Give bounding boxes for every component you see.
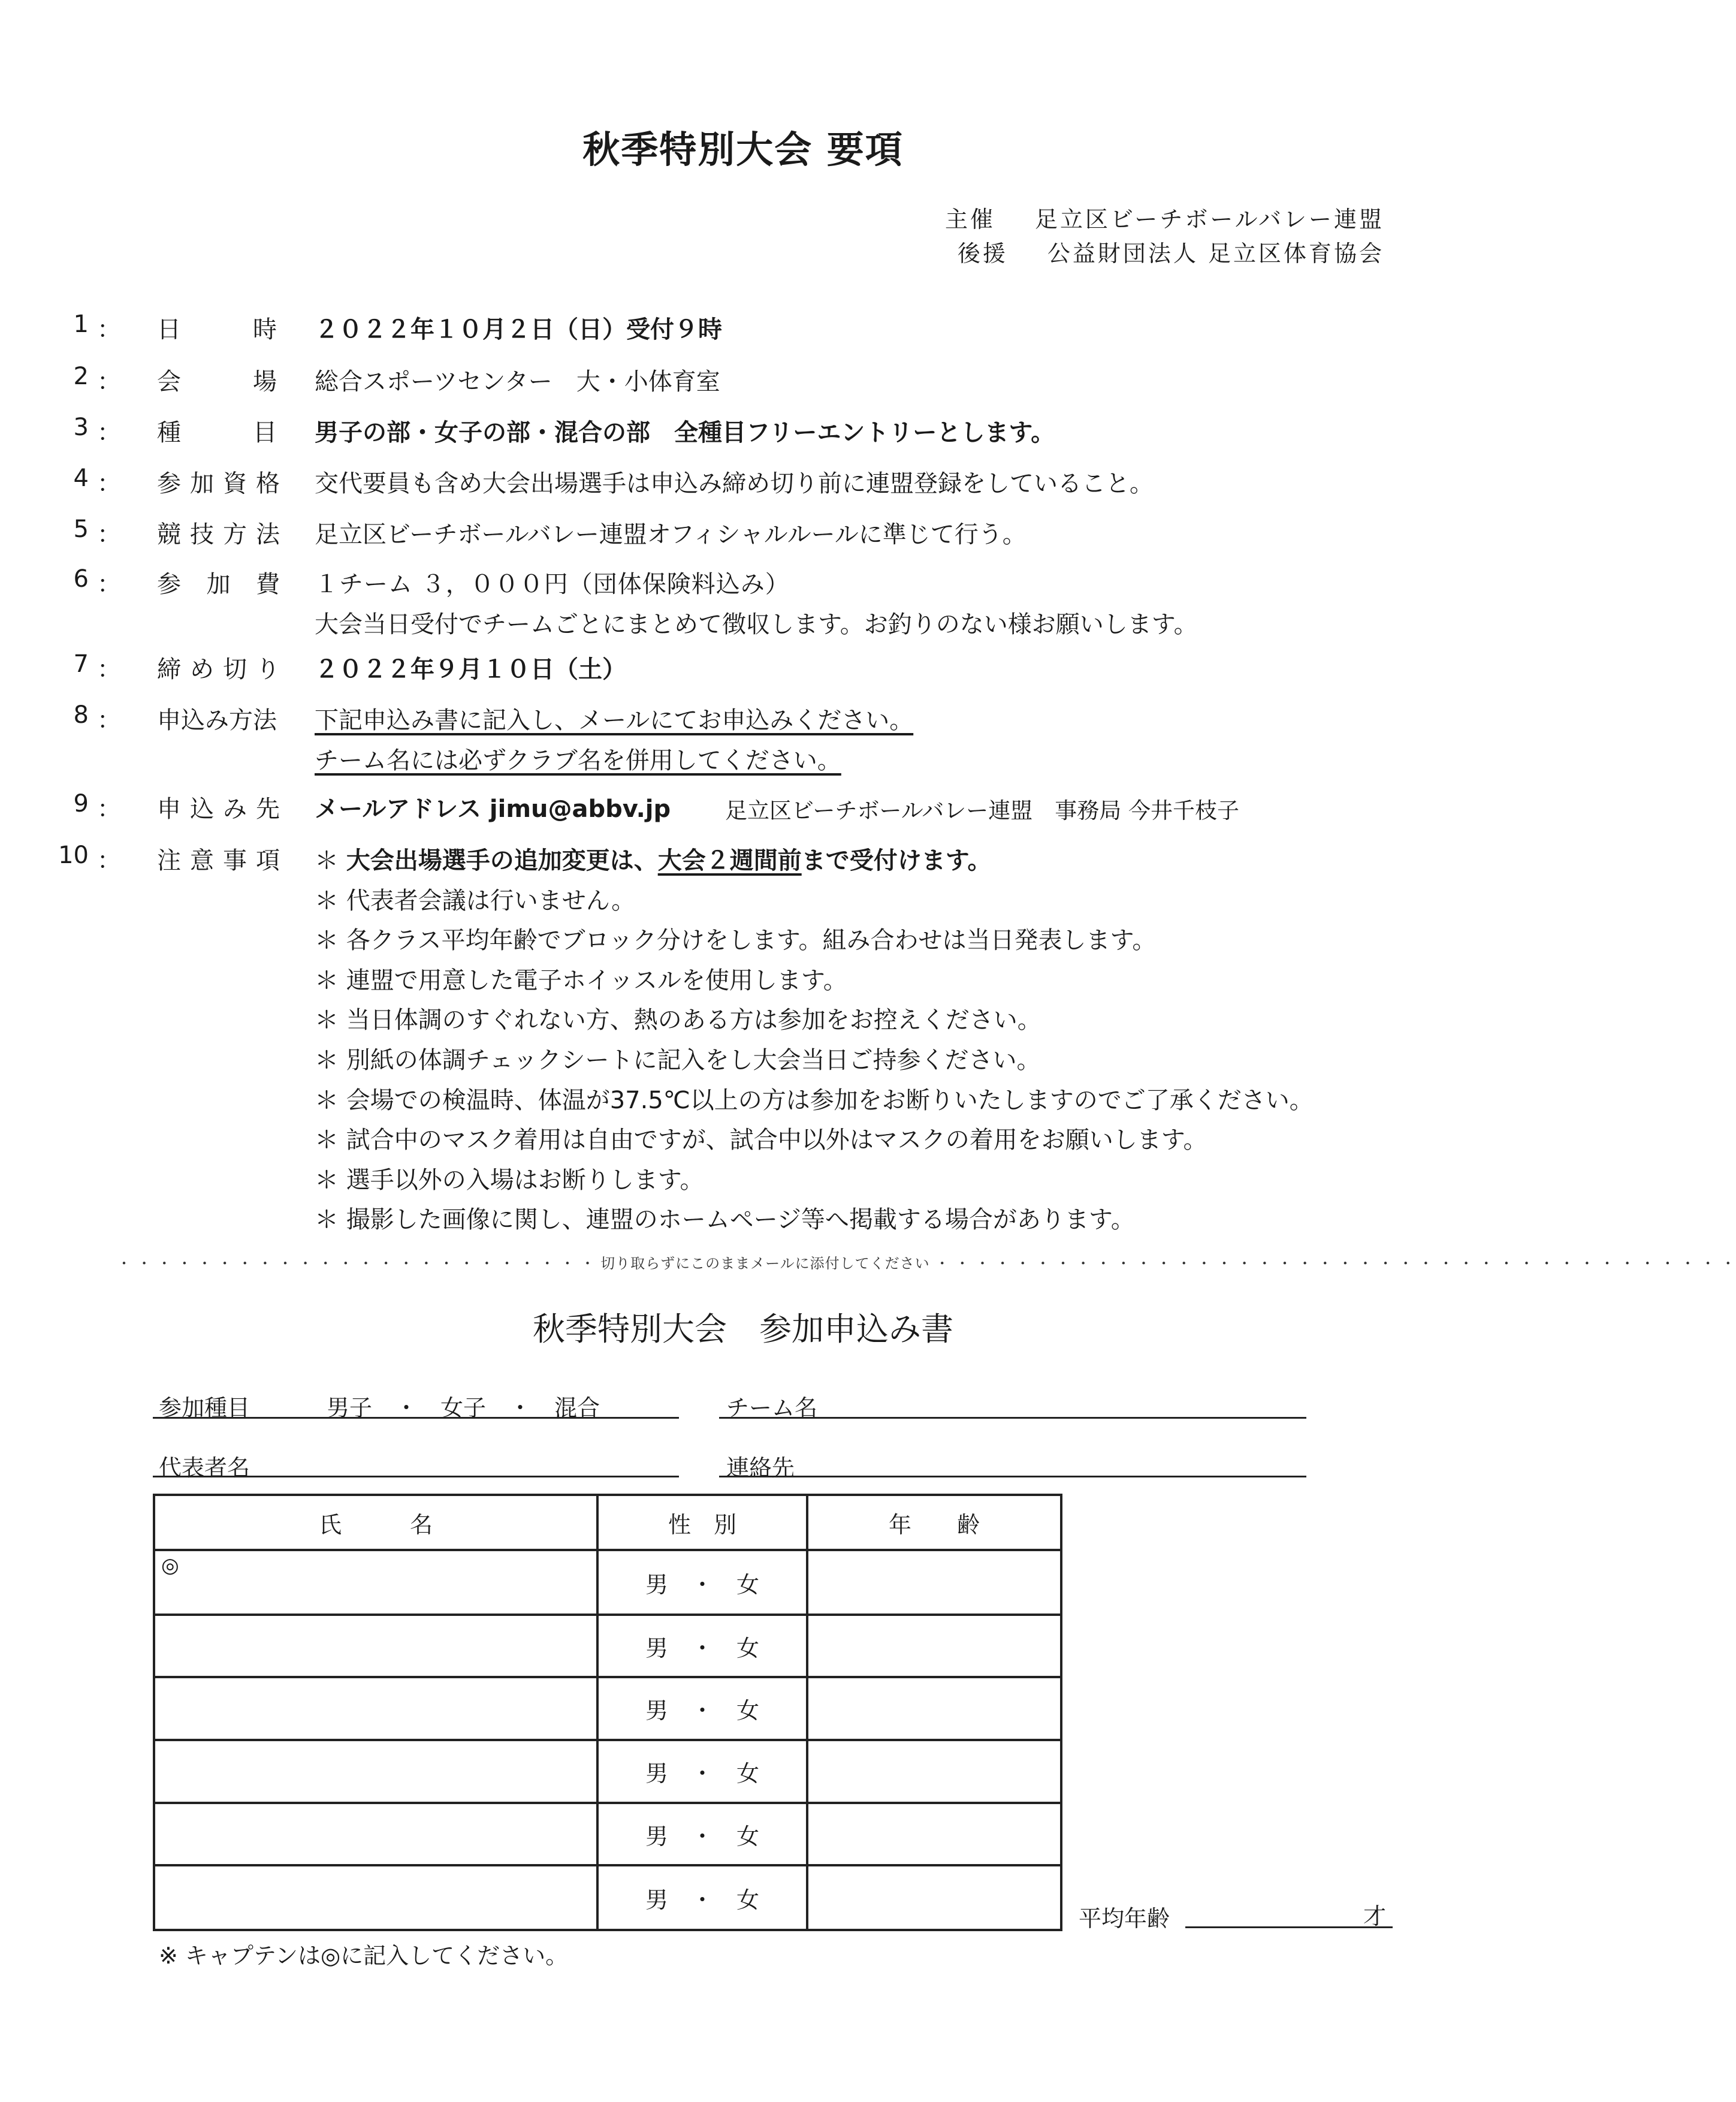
contact-field[interactable] [719, 1476, 1306, 1477]
item-value: 男子の部・女子の部・混合の部 全種目フリーエントリーとします。 [315, 419, 1055, 447]
note-item [315, 961, 847, 996]
item-label [157, 790, 280, 824]
item-label-char: 場 [253, 368, 277, 396]
item-colon: ： [97, 795, 121, 823]
item-colon: ： [97, 470, 121, 497]
item-number: 3 [73, 414, 89, 441]
item-number: 5 [73, 515, 89, 543]
team-label: チーム名 [726, 1395, 818, 1421]
item-number: 2 [73, 363, 89, 390]
item-label [157, 515, 280, 550]
column-name: 氏 名 [154, 1495, 597, 1550]
item-label-char: 締 [157, 656, 181, 683]
organizer-host-label: 主催 [944, 206, 995, 233]
member-age-cell[interactable] [807, 1740, 1061, 1803]
item-colon: ： [97, 419, 121, 447]
member-name-cell[interactable] [154, 1550, 597, 1615]
note-bullet: ＊ [315, 1166, 339, 1194]
contact-label: 連絡先 [726, 1455, 795, 1481]
captain-footnote: ※ キャプテンは◎に記入してください。 [159, 1943, 569, 1969]
item-label-char: 資 [223, 470, 247, 497]
item-number: 1 [73, 310, 89, 338]
member-gender-cell[interactable]: 男 ・ 女 [597, 1740, 807, 1803]
note-item [315, 882, 635, 916]
note-bullet: ＊ [315, 927, 339, 954]
member-age-cell[interactable] [807, 1803, 1061, 1865]
item-label-char: 意 [190, 847, 214, 874]
organizer-support [958, 235, 1384, 268]
item-label-char: 申 [157, 707, 181, 734]
average-age-unit: 才 [1363, 1903, 1387, 1929]
table-row [154, 1550, 1061, 1615]
member-gender-cell[interactable]: 男 ・ 女 [597, 1803, 807, 1865]
category-underline [153, 1417, 679, 1419]
item-label-char: 技 [190, 521, 214, 548]
average-age-field[interactable] [1185, 1926, 1393, 1928]
item-label-char: 種 [157, 419, 181, 447]
column-gender: 性 別 [597, 1495, 807, 1550]
item-label [157, 310, 277, 345]
member-age-cell[interactable] [807, 1550, 1061, 1615]
item-colon: ： [97, 368, 121, 396]
cut-line-dots-right: ・ ・ ・ ・ ・ ・ ・ ・ ・ ・ ・ ・ ・ ・ ・ ・ ・ ・ ・ ・ ・ ・ ・ ・ ・ ・ ・ ・ ・ ・ ・ ・ ・ ・ ・ ・ ・ ・ ・ ・ [929, 1255, 1736, 1272]
member-age-cell[interactable] [807, 1865, 1061, 1930]
item-colon: ： [97, 656, 121, 683]
item-label-char: 競 [157, 521, 181, 548]
item-label-char: 会 [157, 368, 181, 396]
table-row [154, 1803, 1061, 1865]
item-value: 足立区ビーチボールバレー連盟オフィシャルルールに準じて行う。 [315, 521, 1026, 548]
item-label-char: 項 [256, 847, 280, 874]
page-title: 秋季特別大会 要項 [582, 128, 904, 171]
note-item [315, 1201, 1135, 1235]
category-options[interactable]: 男子 ・ 女子 ・ 混合 [327, 1395, 600, 1421]
contact-office: 足立区ビーチボールバレー連盟 事務局 今井千枝子 [725, 798, 1239, 824]
item-label-char: 注 [157, 847, 181, 874]
item-label-char: 法 [256, 521, 280, 548]
member-gender-cell[interactable]: 男 ・ 女 [597, 1677, 807, 1740]
note-bullet: ＊ [315, 1087, 339, 1114]
item-label-char: 時 [253, 316, 277, 343]
note-bullet: ＊ [315, 1126, 339, 1154]
item-label-char: 加 [190, 470, 214, 497]
note-bullet: ＊ [315, 847, 339, 874]
cut-line-text: 切り取らずにこのままメールに添付してください [600, 1255, 930, 1272]
member-gender-cell[interactable]: 男 ・ 女 [597, 1615, 807, 1677]
table-row [154, 1677, 1061, 1740]
item-number: 10 [58, 842, 89, 869]
form-title: 秋季特別大会 参加申込み書 [533, 1310, 953, 1348]
item-value: １チーム ３，０００円（団体保険料込み） [315, 571, 790, 598]
note-text: 連盟で用意した電子ホイッスルを使用します。 [346, 967, 847, 994]
item-number: 9 [73, 790, 89, 818]
category-label: 参加種目 [159, 1395, 250, 1421]
item-label-char: 目 [253, 419, 277, 447]
note-text: 代表者会議は行いません。 [346, 887, 636, 915]
cut-line [117, 1251, 1736, 1272]
note-item [315, 1001, 1041, 1035]
table-row [154, 1865, 1061, 1930]
captain-mark: ◎ [161, 1554, 179, 1578]
item-label-char: り [256, 656, 280, 683]
item-label-char: 加 [206, 571, 231, 598]
item-label-char: 参 [157, 571, 181, 598]
item-label-char: 先 [256, 795, 280, 823]
team-name-field[interactable] [719, 1417, 1306, 1419]
item-colon: ： [97, 847, 121, 874]
item-label-char: み [205, 707, 229, 734]
note-bullet: ＊ [315, 967, 339, 994]
item-label-char: み [223, 795, 247, 823]
member-gender-cell[interactable]: 男 ・ 女 [597, 1550, 807, 1615]
item-number: 7 [73, 650, 89, 678]
representative-label: 代表者名 [159, 1455, 250, 1481]
item-value: チーム名には必ずクラブ名を併用してください。 [315, 747, 841, 774]
item-value: ２０２２年１０月２日（日）受付９時 [315, 316, 722, 343]
item-number: 8 [73, 701, 89, 729]
email-address[interactable]: メールアドレス jimu@abbv.jp [315, 795, 671, 823]
item-label [157, 842, 280, 876]
note-first [315, 842, 992, 876]
table-row [154, 1615, 1061, 1677]
member-name-cell[interactable] [154, 1677, 597, 1740]
note-item [315, 1081, 1314, 1115]
member-age-cell[interactable] [807, 1615, 1061, 1677]
item-value: 下記申込み書に記入し、メールにてお申込みください。 [315, 707, 914, 734]
member-gender-cell[interactable]: 男 ・ 女 [597, 1865, 807, 1930]
note-item [315, 1041, 1041, 1075]
cut-line-dots-left: ・ ・ ・ ・ ・ ・ ・ ・ ・ ・ ・ ・ ・ ・ ・ ・ ・ ・ ・ ・ ・ ・ ・ ・ [117, 1255, 601, 1272]
item-value: 総合スポーツセンター 大・小体育室 [315, 368, 720, 396]
item-number: 6 [73, 565, 89, 593]
member-rows [154, 1550, 1061, 1930]
note-item [315, 1121, 1207, 1155]
member-table [153, 1494, 1062, 1931]
item-label [157, 414, 277, 448]
item-colon: ： [97, 707, 121, 734]
item-label [157, 363, 277, 397]
column-age: 年 齢 [807, 1495, 1061, 1550]
member-name-cell[interactable] [154, 1865, 597, 1930]
item-value: 大会当日受付でチームごとにまとめて徴収します。お釣りのない様お願いします。 [315, 611, 1198, 638]
member-name-cell[interactable] [154, 1615, 597, 1677]
member-age-cell[interactable] [807, 1677, 1061, 1740]
note-bullet: ＊ [315, 1206, 339, 1234]
note-first-part-b: 大会２週間前 [657, 847, 802, 874]
organizer-host-value: 足立区ビーチボールバレー連盟 [1034, 206, 1384, 233]
item-colon: ： [97, 316, 121, 343]
item-label-char: 事 [223, 847, 247, 874]
note-text: 別紙の体調チェックシートに記入をし大会当日ご持参ください。 [346, 1047, 1041, 1074]
item-number: 4 [73, 465, 89, 492]
member-name-cell[interactable] [154, 1803, 597, 1865]
member-table-header [154, 1495, 1061, 1550]
item-label-char: 方 [229, 707, 253, 734]
item-label [157, 465, 280, 499]
item-label-char: め [190, 656, 214, 683]
note-text: 選手以外の入場はお断りします。 [346, 1166, 704, 1194]
item-label-char: 法 [253, 707, 277, 734]
item-label-char: 込 [181, 707, 205, 734]
note-text: 会場での検温時、体温が37.5℃以上の方は参加をお断りいたしますのでご了承ください。 [346, 1087, 1314, 1114]
item-label-char: 切 [223, 656, 247, 683]
organizer-support-value: 公益財団法人 足立区体育協会 [1047, 240, 1384, 267]
item-colon: ： [97, 571, 121, 598]
note-text: 各クラス平均年齢でブロック分けをします。組み合わせは当日発表します。 [346, 927, 1157, 954]
note-item [315, 1161, 704, 1195]
item-label-char: 日 [157, 316, 181, 343]
note-bullet: ＊ [315, 1047, 339, 1074]
organizer-host [945, 201, 1384, 234]
item-value: 交代要員も含め大会出場選手は申込み締め切り前に連盟登録をしていること。 [315, 470, 1154, 497]
note-first-part-c: まで受付けます。 [801, 847, 992, 874]
note-bullet: ＊ [315, 887, 339, 915]
member-name-cell[interactable] [154, 1740, 597, 1803]
note-first-part-a: 大会出場選手の追加変更は、 [346, 847, 658, 874]
item-label-char: 方 [223, 521, 247, 548]
table-row [154, 1740, 1061, 1803]
item-value: ２０２２年９月１０日（土） [315, 656, 626, 683]
note-item [315, 921, 1156, 955]
item-label [157, 650, 280, 684]
note-bullet: ＊ [315, 1006, 339, 1034]
average-age-label: 平均年齢 [1079, 1905, 1170, 1932]
item-label-char: 参 [157, 470, 181, 497]
item-label-char: 費 [256, 571, 280, 598]
item-label-char: 格 [256, 470, 280, 497]
representative-field[interactable] [153, 1476, 679, 1477]
note-text: 撮影した画像に関し、連盟のホームページ等へ掲載する場合があります。 [346, 1206, 1135, 1234]
note-text: 当日体調のすぐれない方、熱のある方は参加をお控えください。 [346, 1006, 1041, 1034]
item-colon: ： [97, 521, 121, 548]
item-label [157, 565, 280, 599]
item-label [157, 701, 277, 735]
organizer-support-label: 後援 [957, 240, 1008, 267]
item-label-char: 込 [190, 795, 214, 823]
item-label-char: 申 [157, 795, 181, 823]
note-text: 試合中のマスク着用は自由ですが、試合中以外はマスクの着用をお願いします。 [346, 1126, 1207, 1154]
